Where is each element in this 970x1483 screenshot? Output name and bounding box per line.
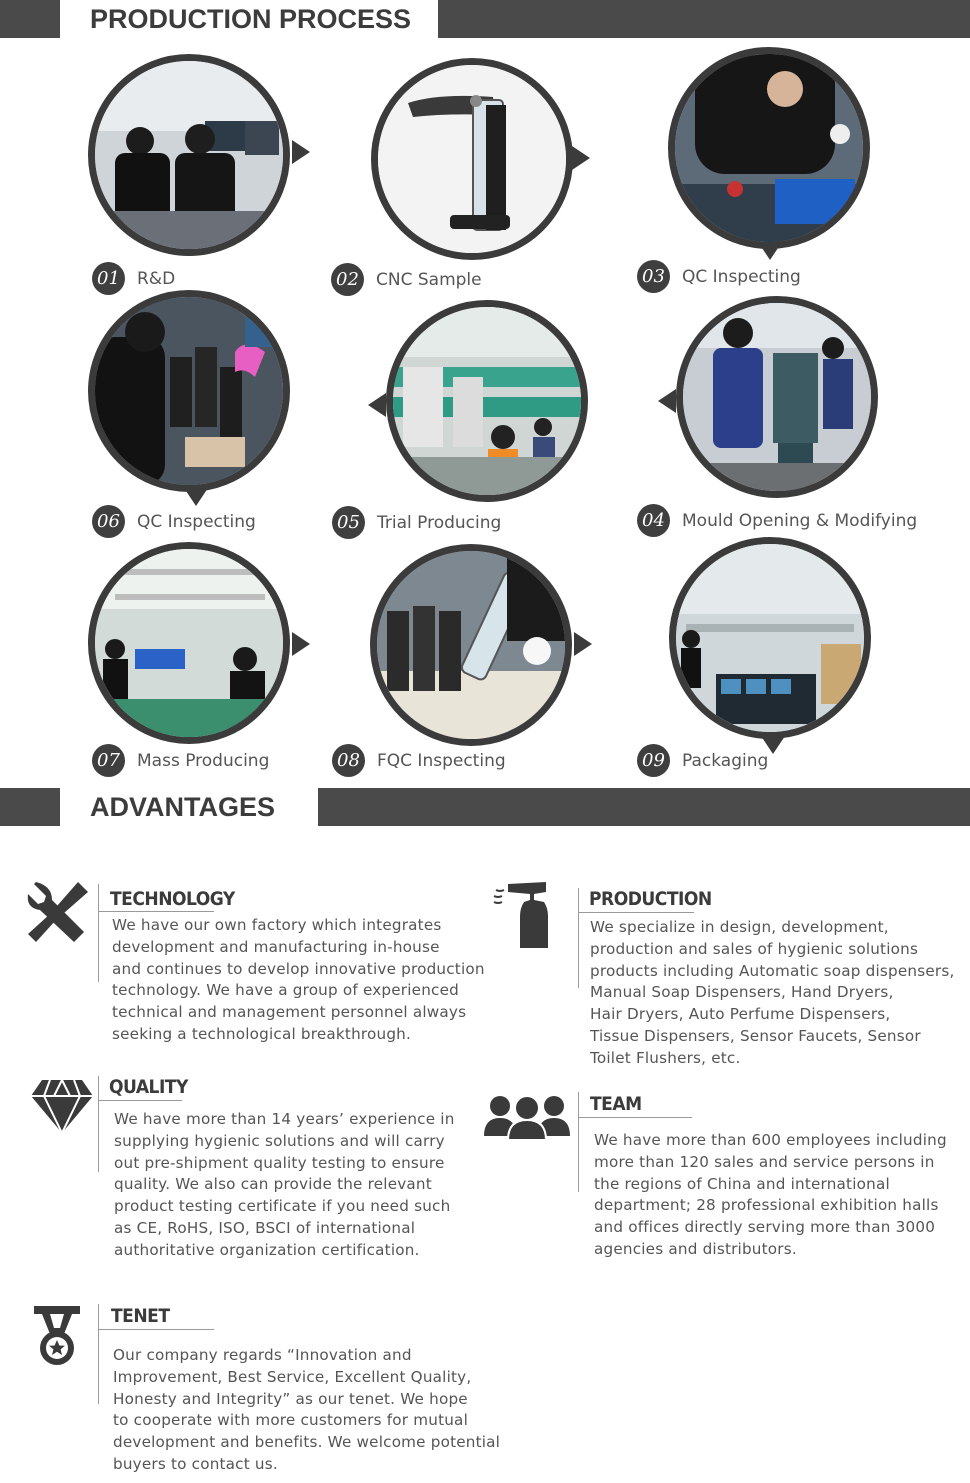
step-label-07	[92, 744, 269, 777]
step-number: 06	[92, 505, 125, 538]
divider	[98, 1100, 182, 1101]
bubble-pointer	[758, 242, 782, 260]
step-title: Mass Producing	[137, 750, 270, 771]
medal-icon	[34, 1306, 80, 1368]
step-number: 04	[637, 504, 670, 537]
step-number: 02	[331, 263, 364, 296]
divider	[98, 911, 214, 912]
step-label-06	[92, 505, 256, 538]
step-title: FQC Inspecting	[377, 750, 506, 771]
text-line: product testing certificate if you need such	[114, 1197, 451, 1216]
text-line: agencies and distributors.	[594, 1239, 797, 1258]
advantages-heading: ADVANTAGES	[60, 788, 318, 826]
advantage-description	[112, 915, 492, 1046]
advantage-title: TECHNOLOGY	[110, 888, 235, 910]
step-label-01	[92, 262, 175, 295]
step-number: 07	[92, 744, 125, 777]
advantage-title: PRODUCTION	[589, 888, 712, 910]
text-line: Our company regards “Innovation and	[113, 1346, 412, 1364]
divider	[98, 884, 99, 982]
text-line: products including Automatic soap dispensers,	[590, 961, 955, 980]
text-line: development and benefits. We welcome potential	[113, 1433, 501, 1452]
text-line: out pre-shipment quality testing to ensure	[114, 1153, 445, 1172]
advantages-banner	[0, 788, 970, 826]
text-line: to cooperate with more customers for mutual	[113, 1411, 468, 1430]
bubble-pointer	[572, 146, 590, 170]
bubble-pointer	[292, 140, 310, 164]
step-label-08	[332, 744, 506, 777]
step-title: QC Inspecting	[682, 266, 801, 287]
step-number: 08	[332, 744, 365, 777]
text-line: We have more than 600 employees including	[594, 1131, 947, 1149]
team-icon	[482, 1092, 572, 1140]
text-line: seeking a technological breakthrough.	[112, 1024, 412, 1043]
step-title: R&D	[137, 268, 176, 289]
advantage-title: QUALITY	[109, 1076, 188, 1098]
text-line: buyers to contact us.	[113, 1454, 278, 1473]
text-line: the regions of China and international	[594, 1174, 890, 1193]
step-photo-cnc-sample	[371, 58, 573, 260]
text-line: and continues to develop innovative production	[112, 959, 485, 978]
text-line: as CE, RoHS, ISO, BSCI of international	[114, 1218, 416, 1237]
bubble-pointer	[292, 632, 310, 656]
production-process-heading: PRODUCTION PROCESS	[60, 0, 438, 38]
step-number: 03	[637, 260, 670, 293]
text-line: supplying hygienic solutions and will carry	[114, 1131, 445, 1150]
step-number: 05	[332, 506, 365, 539]
advantage-description	[114, 1109, 484, 1262]
step-photo-fqc-inspecting	[370, 544, 572, 746]
text-line: and offices directly serving more than 3000	[594, 1218, 936, 1237]
text-line: Toilet Flushers, etc.	[590, 1048, 741, 1067]
text-line: We have our own factory which integrates	[112, 916, 442, 934]
advantage-description	[113, 1345, 513, 1476]
divider	[578, 912, 694, 913]
step-title: QC Inspecting	[137, 511, 256, 532]
divider	[578, 888, 579, 988]
divider	[578, 1092, 579, 1192]
step-label-05	[332, 506, 501, 539]
step-photo-mould-opening	[676, 296, 878, 498]
step-number: 09	[637, 744, 670, 777]
step-photo-trial-producing	[386, 300, 588, 502]
text-line: Manual Soap Dispensers, Hand Dryers,	[590, 983, 894, 1002]
bubble-pointer	[184, 488, 208, 506]
diamond-icon	[30, 1078, 94, 1134]
step-title: Trial Producing	[377, 512, 502, 533]
step-label-03	[637, 260, 801, 293]
step-photo-qc-inspecting	[668, 47, 870, 249]
divider	[578, 1117, 692, 1118]
advantage-title: TEAM	[590, 1093, 642, 1115]
step-photo-qc-inspecting-2	[88, 290, 290, 492]
step-photo-mass-producing	[88, 542, 290, 744]
text-line: Tissue Dispensers, Sensor Faucets, Sensor	[590, 1026, 921, 1045]
production-process-banner	[0, 0, 970, 38]
text-line: quality. We also can provide the relevant	[114, 1175, 432, 1194]
divider	[98, 1329, 214, 1330]
soap-dispenser-icon	[490, 880, 554, 952]
bubble-pointer	[574, 632, 592, 656]
text-line: department; 28 professional exhibition halls	[594, 1196, 939, 1215]
step-label-04	[637, 504, 917, 537]
text-line: authoritative organization certification.	[114, 1240, 420, 1259]
advantage-title: TENET	[111, 1305, 170, 1327]
bubble-pointer	[658, 389, 676, 413]
step-label-02	[331, 263, 482, 296]
text-line: Hair Dryers, Auto Perfume Dispensers,	[590, 1005, 891, 1024]
step-title: CNC Sample	[376, 269, 482, 290]
step-title: Packaging	[682, 750, 769, 771]
text-line: development and manufacturing in-house	[112, 937, 440, 956]
text-line: technical and management personnel always	[112, 1003, 467, 1022]
advantage-description	[594, 1130, 964, 1261]
advantage-description	[590, 917, 968, 1070]
text-line: Improvement, Best Service, Excellent Quality,	[113, 1367, 472, 1386]
step-photo-packaging	[669, 537, 871, 739]
step-number: 01	[92, 262, 125, 295]
step-photo-rnd	[88, 54, 290, 256]
text-line: technology. We have a group of experienced	[112, 981, 459, 1000]
step-label-09	[637, 744, 768, 777]
text-line: Honesty and Integrity” as our tenet. We hope	[113, 1389, 468, 1408]
text-line: more than 120 sales and service persons in	[594, 1152, 935, 1171]
step-title: Mould Opening & Modifying	[682, 510, 918, 531]
text-line: production and sales of hygienic solutions	[590, 939, 919, 958]
text-line: We have more than 14 years’ experience in	[114, 1110, 455, 1128]
divider	[98, 1076, 99, 1172]
bubble-pointer	[368, 393, 386, 417]
text-line: We specialize in design, development,	[590, 918, 889, 936]
tools-icon	[26, 880, 90, 944]
divider	[98, 1304, 99, 1404]
